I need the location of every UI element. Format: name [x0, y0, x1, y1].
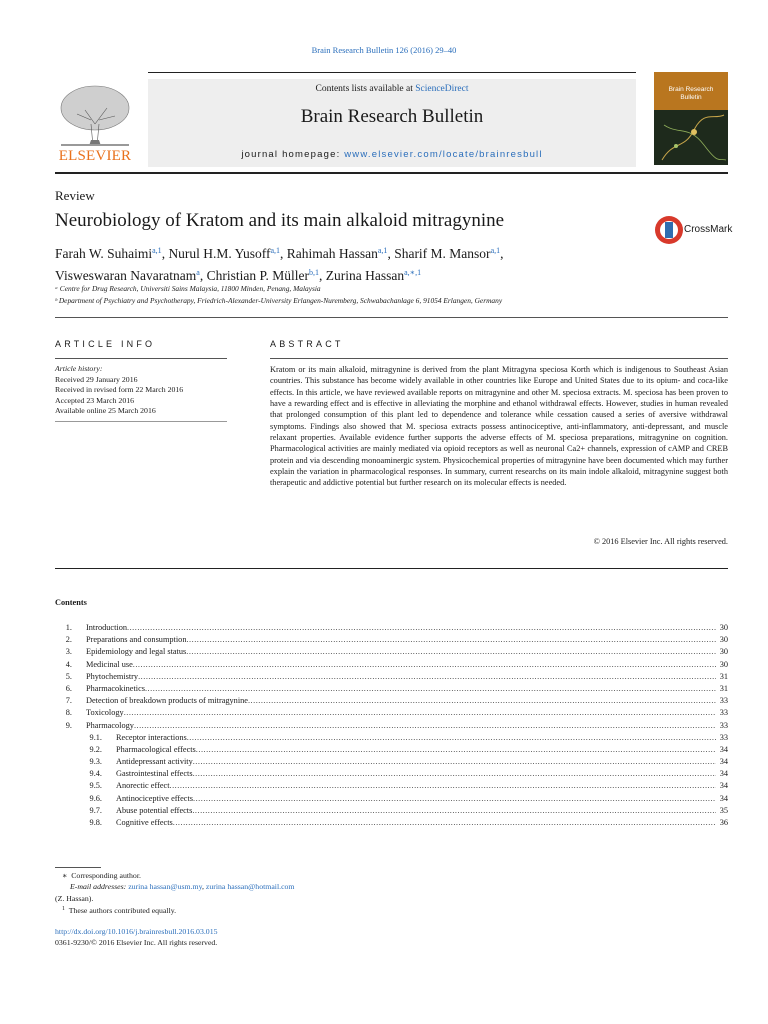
- toc-title[interactable]: Pharmacology: [86, 720, 134, 730]
- toc-title[interactable]: Introduction: [86, 623, 128, 632]
- author-separator: ,: [500, 246, 504, 261]
- toc-entry[interactable]: [55, 622, 728, 634]
- equal-text: These authors contributed equally.: [68, 905, 177, 915]
- toc-number: 9.2.: [89, 744, 102, 754]
- doi-link[interactable]: http://dx.doi.org/10.1016/j.brainresbull.2016.03.015: [55, 927, 218, 936]
- author-separator: ,: [161, 246, 169, 261]
- toc-title[interactable]: Toxicology: [86, 708, 124, 718]
- toc-title[interactable]: Pharmacological effects: [116, 744, 196, 754]
- toc-leader-dots: [186, 646, 716, 658]
- abstract-bottom-rule: [55, 568, 728, 569]
- toc-page-number: 33: [719, 720, 728, 730]
- masthead-bottom-rule: [55, 172, 728, 174]
- crossmark-label[interactable]: CrossMark: [684, 224, 733, 235]
- toc-number: 8.: [65, 708, 72, 718]
- history-rule: [55, 421, 227, 422]
- received-date: Received 29 January 2016: [55, 374, 138, 384]
- toc-entry[interactable]: [55, 780, 728, 792]
- affiliation-rule: [55, 317, 728, 318]
- contents-prefix: Contents lists available at: [315, 84, 416, 94]
- toc-page-number: 34: [719, 744, 728, 754]
- toc-number: 9.1.: [89, 732, 102, 742]
- toc-title[interactable]: Medicinal use: [86, 659, 133, 669]
- email-owner: (Z. Hassan).: [55, 893, 94, 903]
- toc-number: 5.: [65, 671, 72, 681]
- affiliations: [55, 283, 502, 307]
- email-separator: ,: [202, 882, 206, 892]
- affiliation-a: ᵃ Centre for Drug Research, Universiti Sains Malaysia, 11800 Minden, Penang, Malaysia: [55, 284, 321, 293]
- toc-entry[interactable]: [55, 817, 728, 829]
- toc-page-number: 34: [719, 757, 728, 767]
- toc-entry[interactable]: [55, 768, 728, 780]
- toc-number: 9.5.: [89, 781, 102, 791]
- toc-entry[interactable]: [55, 695, 728, 707]
- toc-number: 6.: [65, 683, 72, 693]
- toc-leader-dots: [127, 622, 716, 634]
- author-name: Zurina Hassan: [325, 268, 405, 283]
- author-name: Sharif M. Mansor: [394, 246, 491, 261]
- author-affiliation-marker[interactable]: a,1: [490, 246, 501, 255]
- author-affiliation-marker[interactable]: a,1: [377, 246, 388, 255]
- toc-title[interactable]: Preparations and consumption: [86, 635, 187, 645]
- toc-entry[interactable]: [55, 805, 728, 817]
- toc-title[interactable]: Anorectic effect: [116, 781, 170, 791]
- abstract-text: Kratom or its main alkaloid, mitragynine is derived from the plant Mitragyna speciosa Korth which is indigenous to Southeast Asian countries. This substance has become widely available in other countries like Europe and United States due to its opium- and coca-like effects. In this article, we have reviewed available reports on mitragynine and other M. speciosa extracts. M. speciosa has been proven to have a rewarding effect and is effective in alleviating the morphine and ethanol withdrawal effects. However, studies in human revealed that prolonged consumption of this plant led to dependence and tolerance while cessation caused a series of aversive withdrawal symptoms. Findings also showed that M. speciosa extracts possess antinociceptive, anti-inflammatory, anti-depressant, and muscle relaxant properties. Available evidence further supports the adverse effects of M. speciosa preparations, mitragynine on cognition. Pharmacological activities are mainly mediated via opioid receptors as well as neuronal Ca2+ channels, expression of cAMP and CREB protein and via descending monoaminergic system. Physicochemical properties of mitragynine have been documented which may further explain the variation in pharmacological responses. In summary, current researchs on its main indole alkaloid, mitragynine suggest both therapeutic and addictive potential but further research on its molecular effects is needed.: [270, 365, 728, 488]
- toc-number: 3.: [65, 647, 72, 657]
- toc-page-number: 30: [719, 647, 728, 657]
- author-name: Farah W. Suhaimi: [55, 246, 153, 261]
- author-affiliation-marker[interactable]: a: [196, 268, 200, 277]
- toc-leader-dots: [193, 768, 716, 780]
- toc-title[interactable]: Phytochemistry: [86, 671, 139, 681]
- author-affiliation-marker[interactable]: b,1: [308, 268, 319, 277]
- author-affiliation-marker[interactable]: a,1: [152, 246, 162, 255]
- toc-number: 9.4.: [89, 769, 102, 779]
- toc-page-number: 35: [719, 805, 728, 815]
- toc-leader-dots: [187, 732, 716, 744]
- toc-title[interactable]: Receptor interactions: [116, 732, 187, 742]
- homepage-prefix: journal homepage:: [241, 149, 345, 160]
- toc-entry[interactable]: [55, 646, 728, 658]
- journal-citation[interactable]: Brain Research Bulletin 126 (2016) 29–40: [311, 45, 457, 55]
- toc-leader-dots: [145, 683, 716, 695]
- toc-number: 2.: [65, 635, 72, 645]
- toc-title[interactable]: Epidemiology and legal status: [86, 647, 187, 657]
- toc-entry[interactable]: [55, 720, 728, 732]
- toc-page-number: 31: [719, 671, 728, 681]
- abstract-heading: ABSTRACT: [270, 339, 344, 349]
- author-name: Nurul H.M. Yusoff: [168, 246, 271, 261]
- email-label: E-mail addresses:: [70, 882, 127, 892]
- author-separator: ,: [199, 268, 207, 283]
- author-affiliation-marker[interactable]: a,∗,1: [404, 268, 422, 277]
- toc-number: 4.: [65, 659, 72, 669]
- toc-leader-dots: [170, 780, 716, 792]
- email-link-usm[interactable]: zurina hassan@usm.my: [128, 882, 202, 892]
- cover-title: [654, 72, 728, 110]
- journal-name: Brain Research Bulletin: [300, 106, 484, 127]
- toc-title[interactable]: Detection of breakdown products of mitragynine: [86, 696, 248, 706]
- corresponding-mark: ∗: [62, 871, 68, 880]
- author-separator: ,: [280, 246, 287, 261]
- header-rule: [148, 72, 636, 73]
- toc-leader-dots: [248, 695, 716, 707]
- toc-page-number: 34: [719, 781, 728, 791]
- accepted-date: Accepted 23 March 2016: [55, 395, 135, 405]
- toc-title[interactable]: Abuse potential effects: [116, 805, 193, 815]
- footnotes: [55, 870, 295, 916]
- toc-entry[interactable]: [55, 671, 728, 683]
- footnote-rule: [55, 867, 101, 868]
- author-name: Christian P. Müller: [206, 268, 309, 283]
- email-link-hotmail[interactable]: zurina hassan@hotmail.com: [205, 882, 295, 892]
- toc-leader-dots: [134, 720, 716, 732]
- abstract-copyright: © 2016 Elsevier Inc. All rights reserved.: [593, 537, 728, 546]
- toc-number: 9.6.: [89, 793, 102, 803]
- author-affiliation-marker[interactable]: a,1: [270, 246, 281, 255]
- doi-block: [55, 926, 218, 948]
- toc-number: 9.: [65, 720, 72, 730]
- article-info-heading: ARTICLE INFO: [55, 339, 156, 349]
- author-separator: ,: [318, 268, 326, 283]
- toc-page-number: 34: [719, 793, 728, 803]
- toc-leader-dots: [192, 805, 716, 817]
- toc-title[interactable]: Antidepressant activity: [116, 757, 193, 767]
- abstract-rule: [270, 358, 728, 359]
- author-name: Rahimah Hassan: [286, 246, 378, 261]
- author-name: Visweswaran Navaratnam: [55, 268, 197, 283]
- toc-title[interactable]: Antinociceptive effects: [116, 793, 194, 803]
- toc-page-number: 33: [719, 708, 728, 718]
- cover-title-line2: Bulletin: [680, 94, 702, 101]
- online-date: Available online 25 March 2016: [55, 406, 156, 415]
- article-info-rule: [55, 358, 227, 359]
- toc-entry[interactable]: [55, 793, 728, 805]
- toc-page-number: 30: [719, 659, 728, 669]
- toc-number: 9.7.: [89, 805, 102, 815]
- journal-homepage-line: [148, 149, 636, 160]
- toc-number: 9.8.: [89, 818, 102, 827]
- toc-leader-dots: [186, 634, 716, 646]
- toc-entry[interactable]: [55, 707, 728, 719]
- journal-cover-thumbnail[interactable]: [654, 72, 728, 165]
- issn-line: 0361-9230/© 2016 Elsevier Inc. All rights reserved.: [55, 938, 218, 947]
- toc-entry[interactable]: [55, 756, 728, 768]
- toc-title[interactable]: Cognitive effects: [116, 818, 173, 827]
- table-of-contents: [55, 622, 728, 829]
- homepage-link[interactable]: www.elsevier.com/locate/brainresbull: [344, 149, 543, 160]
- toc-entry[interactable]: [55, 732, 728, 744]
- toc-entry[interactable]: [55, 683, 728, 695]
- toc-number: 7.: [65, 696, 72, 706]
- toc-page-number: 36: [719, 818, 728, 827]
- cover-title-line1: Brain Research: [668, 86, 714, 93]
- toc-leader-dots: [133, 659, 716, 671]
- history-label: Article history:: [55, 364, 103, 373]
- toc-entry[interactable]: [55, 744, 728, 756]
- contents-available-line: [148, 84, 636, 94]
- contents-heading: Contents: [55, 598, 87, 607]
- toc-leader-dots: [196, 744, 716, 756]
- toc-entry[interactable]: [55, 659, 728, 671]
- cover-neuron-image: [654, 110, 728, 165]
- toc-page-number: 31: [719, 683, 728, 693]
- toc-leader-dots: [124, 707, 716, 719]
- toc-number: 1.: [65, 623, 72, 632]
- article-history: [55, 364, 183, 417]
- article-type: Review: [55, 188, 95, 203]
- toc-page-number: 34: [719, 769, 728, 779]
- toc-leader-dots: [193, 756, 716, 768]
- equal-contribution-footnote: [55, 904, 295, 916]
- elsevier-wordmark[interactable]: ELSEVIER: [58, 148, 132, 164]
- affiliation-b: ᵇ Department of Psychiatry and Psychotherapy, Friedrich-Alexander-University Erlangen-Nuremberg, Schwabachanlage 6, 91054 Erlangen, Germany: [55, 296, 503, 305]
- journal-masthead: [148, 79, 636, 167]
- corresponding-footnote: [55, 870, 295, 881]
- toc-title[interactable]: Gastrointestinal effects: [116, 769, 193, 779]
- toc-leader-dots: [173, 817, 716, 829]
- email-footnote: [55, 881, 295, 892]
- toc-entry[interactable]: [55, 634, 728, 646]
- toc-page-number: 30: [719, 635, 728, 645]
- corresponding-text: Corresponding author.: [71, 871, 141, 880]
- toc-title[interactable]: Pharmacokinetics: [86, 683, 145, 693]
- toc-page-number: 33: [719, 732, 728, 742]
- sciencedirect-link[interactable]: ScienceDirect: [415, 84, 469, 94]
- author-separator: ,: [387, 246, 395, 261]
- toc-number: 9.3.: [89, 757, 102, 767]
- toc-page-number: 33: [719, 696, 728, 706]
- toc-leader-dots: [193, 793, 716, 805]
- article-title: Neurobiology of Kratom and its main alkaloid mitragynine: [55, 210, 505, 231]
- toc-page-number: 30: [719, 623, 728, 632]
- toc-leader-dots: [138, 671, 716, 683]
- equal-mark: 1: [62, 905, 65, 912]
- author-list: [55, 241, 655, 285]
- revised-date: Received in revised form 22 March 2016: [55, 385, 184, 394]
